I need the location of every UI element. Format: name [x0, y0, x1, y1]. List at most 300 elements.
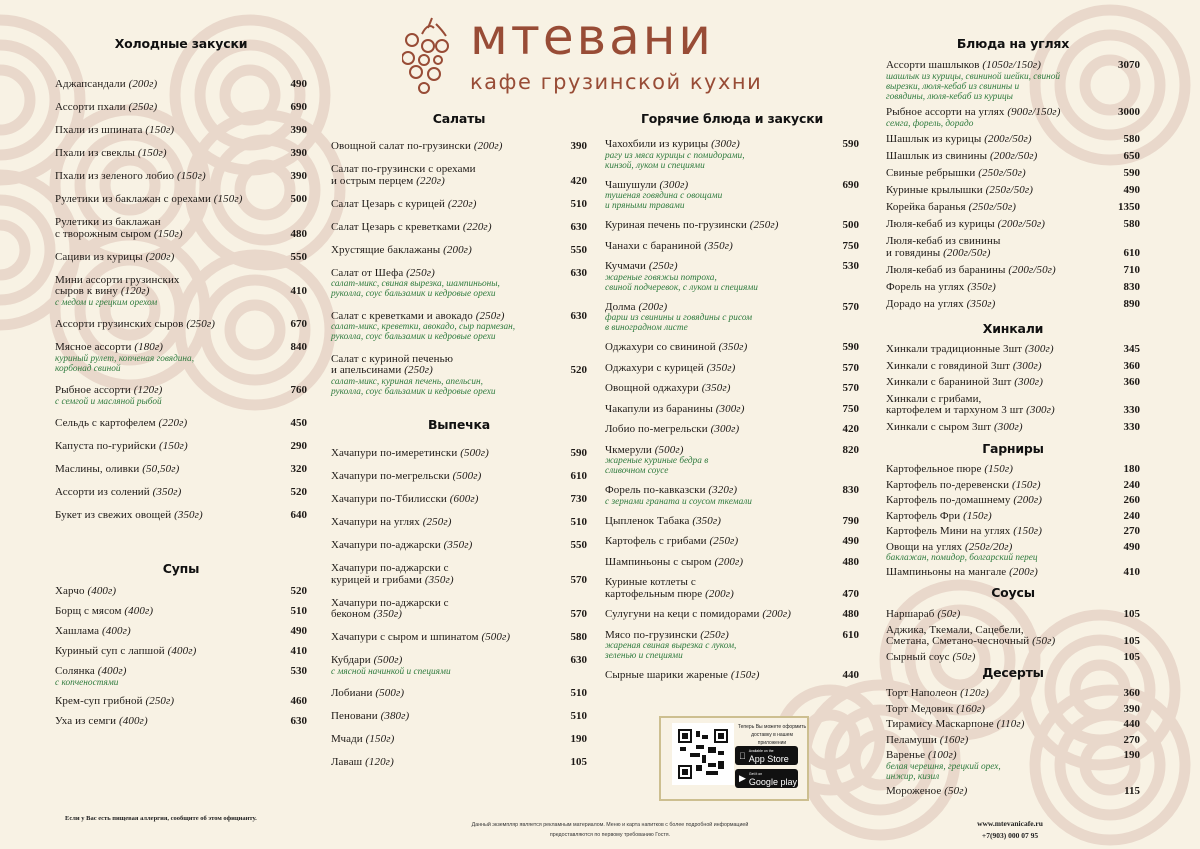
item-price: 530: [842, 260, 859, 272]
item-weight: (350г): [424, 573, 454, 586]
item-price: 570: [842, 300, 859, 313]
item-name-block: [886, 219, 1045, 231]
menu-item: [886, 526, 1140, 538]
item-name-block: [55, 464, 179, 476]
item-price: 550: [570, 539, 587, 551]
item-name: Лаваш: [331, 756, 363, 768]
section-title: Салаты: [432, 111, 486, 126]
item-description: куриный рулет, копченая говядина, корбонад свиной: [55, 353, 195, 374]
menu-section: [331, 417, 587, 780]
item-name: Хачапури по-имеретински: [331, 447, 458, 459]
item-weight: (150г): [963, 509, 992, 522]
item-name-block: [605, 445, 683, 457]
item-weight: (160г): [956, 702, 985, 715]
item-price: 190: [570, 733, 587, 745]
google-play-label: Google play: [748, 776, 797, 787]
item-weight: (150г): [1013, 525, 1042, 537]
item-name: Картофель с грибами: [605, 535, 707, 547]
item-name-block: [605, 139, 740, 151]
item-price: 105: [1123, 650, 1140, 663]
menu-item: [55, 171, 307, 183]
google-play-button[interactable]: [735, 769, 798, 788]
item-name-block: [331, 655, 402, 667]
item-weight: (150г): [177, 170, 206, 182]
item-name: Картофель по-домашнему: [886, 494, 1011, 506]
item-name: Оджахури со свининой: [605, 341, 716, 353]
menu-item: [886, 480, 1140, 492]
section-title: Соусы: [991, 585, 1035, 600]
item-name-block: [605, 630, 729, 642]
item-weight: (350г): [704, 239, 733, 252]
item-weight: (300г): [711, 138, 740, 150]
item-name-block: [605, 363, 735, 375]
allergy-notice: Если у Вас есть пищевая аллергия, сообщите об этом официанту.: [65, 815, 257, 822]
item-name: Куриные котлеты с картофельным пюре: [605, 576, 703, 600]
item-price: 590: [570, 447, 587, 459]
item-weight: (250г): [186, 318, 216, 330]
item-name-block: [886, 688, 989, 700]
menu-item: [605, 445, 859, 477]
menu-item: [55, 102, 307, 114]
menu-item: [331, 598, 587, 621]
item-price: 630: [570, 220, 587, 233]
item-description: с мясной начинкой и специями: [331, 666, 451, 677]
item-weight: (350г): [443, 539, 473, 551]
item-name: Харчо: [55, 585, 85, 597]
item-price: 270: [1123, 525, 1140, 537]
item-weight: (250г/50г): [985, 184, 1034, 196]
item-name: Сулугуни на кеци с помидорами: [605, 608, 760, 620]
item-weight: (300г): [659, 178, 689, 191]
menu-item: [55, 342, 307, 374]
item-weight: (350г): [966, 297, 996, 310]
item-name: Картофельное пюре: [886, 463, 982, 475]
menu-item: [886, 60, 1140, 102]
item-description: с зернами граната и соусом ткемали: [605, 496, 752, 507]
item-name-block: [886, 719, 1024, 731]
item-name-block: [605, 302, 667, 314]
item-name-block: [55, 102, 157, 114]
section-title: Горячие блюда и закуски: [640, 111, 824, 126]
item-weight: (150г): [137, 147, 167, 159]
item-price: 460: [290, 695, 307, 707]
menu-item: [886, 377, 1140, 389]
item-price: 510: [570, 710, 587, 722]
item-name-block: [55, 194, 243, 206]
item-weight: (200г/50г): [984, 133, 1032, 145]
item-weight: (350г): [718, 341, 748, 353]
item-name: Крем-суп грибной: [55, 695, 143, 707]
item-weight: (250г): [404, 364, 433, 376]
item-name: Хинкали с говядиной 3шт: [886, 359, 1011, 372]
menu-item: [331, 245, 587, 257]
item-description: рагу из мяса курицы с помидорами, кинзой, луком и специями: [605, 150, 745, 171]
item-name-block: [55, 487, 181, 499]
menu-item: [331, 757, 587, 769]
item-name-block: [886, 299, 995, 311]
item-name-block: [886, 168, 1026, 180]
item-name: Люля-кебаб из баранины: [886, 263, 1006, 276]
item-price: 830: [1123, 280, 1140, 293]
item-price: 510: [570, 197, 587, 210]
item-description: тушеная говядина с овощами и пряными травами: [605, 191, 723, 211]
item-price: 520: [290, 486, 307, 498]
item-weight: (600г): [449, 493, 479, 505]
item-name-block: [886, 361, 1042, 373]
section-title: Блюда на углях: [956, 36, 1070, 51]
item-weight: (900г/150г): [1007, 106, 1061, 118]
item-name-block: [886, 236, 1001, 259]
item-name: Хачапури по-аджарски с беконом: [331, 596, 449, 620]
item-name: Картофель Мини на углях: [886, 525, 1011, 537]
item-name-block: [886, 609, 960, 621]
item-name-block: [55, 418, 187, 430]
item-weight: (400г): [97, 665, 127, 677]
menu-item: [605, 363, 859, 375]
grape-cluster-icon: [402, 16, 452, 96]
section-title: Холодные закуски: [114, 36, 248, 51]
item-weight: (250г): [422, 516, 452, 528]
item-weight: (50г): [937, 608, 961, 620]
item-price: 510: [290, 605, 307, 617]
item-price: 520: [570, 364, 587, 376]
item-name-block: [605, 424, 739, 436]
item-price: 345: [1123, 343, 1140, 355]
item-name-block: [331, 734, 394, 746]
item-name: Салат Цезарь с креветками: [331, 220, 463, 233]
section-title: Десерты: [982, 665, 1044, 680]
item-name-block: [331, 632, 510, 644]
item-weight: (150г): [365, 733, 395, 745]
item-name-block: [886, 107, 1060, 119]
item-name: Ассорти пхали: [55, 101, 126, 113]
item-name: Салат Цезарь с курицей: [331, 197, 445, 210]
item-price: 490: [1123, 184, 1140, 196]
item-name-block: [605, 404, 744, 416]
item-price: 670: [290, 318, 307, 330]
item-price: 470: [842, 587, 859, 600]
item-name: Хинкали с грибами, картофелем и тархуном 3 шт: [886, 392, 1024, 416]
item-name-block: [55, 275, 180, 298]
item-name: Чакапули из баранины: [605, 402, 713, 415]
item-name: Пеламуши: [886, 733, 937, 746]
item-name: Чахохбили из курицы: [605, 138, 709, 150]
app-store-label: App Store: [742, 753, 783, 764]
item-weight: (150г): [984, 463, 1014, 475]
menu-item: [886, 786, 1140, 798]
section-title: Гарниры: [982, 441, 1044, 456]
item-name: Сельдь с картофелем: [55, 417, 156, 429]
menu-item: [331, 311, 587, 343]
item-price: 750: [842, 402, 859, 415]
phone-number[interactable]: +7(903) 000 07 95: [981, 831, 1039, 840]
item-price: 630: [570, 266, 587, 279]
item-name: Хачапури по-аджарски с курицей и грибами: [331, 562, 449, 586]
item-price: 3000: [1118, 106, 1140, 118]
item-name: Наршараб: [886, 608, 935, 620]
item-weight: (200г): [714, 555, 744, 568]
item-price: 510: [570, 687, 587, 699]
item-weight: (100г): [927, 749, 957, 761]
item-name-block: [886, 377, 1043, 389]
item-price: 550: [570, 243, 587, 256]
item-weight: (300г): [715, 402, 745, 415]
item-name-block: [886, 394, 1055, 417]
item-price: 190: [1123, 749, 1140, 761]
item-name-block: [605, 670, 760, 682]
item-price: 410: [290, 645, 307, 657]
menu-item: [886, 625, 1140, 648]
menu-item: [331, 268, 587, 300]
item-name-block: [605, 383, 730, 395]
item-name: Рулетики из баклажан с орехами: [55, 193, 211, 205]
item-weight: (200г): [443, 243, 472, 256]
item-price: 105: [570, 756, 587, 768]
menu-item: [331, 711, 587, 723]
item-name-block: [55, 385, 162, 397]
menu-item: [605, 241, 859, 253]
item-name-block: [605, 261, 678, 273]
item-name-block: [886, 652, 976, 664]
item-name: Куриный суп с лапшой: [55, 645, 165, 657]
item-name-block: [331, 471, 481, 483]
item-name-block: [886, 185, 1033, 197]
item-description: жареная свиная вырезка с луком, зеленью и специями: [605, 641, 737, 661]
item-weight: (250г): [749, 219, 779, 231]
item-name: Букет из свежих овощей: [55, 509, 172, 521]
item-price: 290: [290, 440, 307, 452]
menu-item: [55, 418, 307, 430]
menu-item: [605, 485, 859, 507]
item-weight: (220г): [416, 174, 445, 187]
item-weight: (500г): [375, 687, 405, 699]
item-price: 580: [1123, 218, 1140, 230]
item-name: Пхали из свеклы: [55, 147, 136, 159]
apple-icon: [739, 751, 746, 761]
item-price: 890: [1123, 297, 1140, 310]
item-name-block: [331, 164, 476, 187]
item-name-block: [331, 711, 409, 723]
item-weight: (150г): [158, 440, 188, 452]
item-price: 390: [290, 170, 307, 182]
menu-item: [331, 199, 587, 211]
item-name: Рыбное ассорти: [55, 384, 131, 396]
item-price: 760: [290, 384, 307, 396]
item-name: Торт Наполеон: [886, 687, 958, 699]
item-name: Хачапури с сыром и шпинатом: [331, 631, 479, 643]
item-name: Маслины, оливки: [55, 463, 140, 475]
item-price: 820: [842, 443, 859, 456]
menu-item: [55, 319, 307, 331]
item-name: Аджика, Ткемали, Сацебели, Сметана, Сметано-чесночный: [886, 623, 1030, 647]
menu-item: [605, 424, 859, 436]
item-price: 730: [570, 493, 587, 505]
app-store-button[interactable]: [735, 746, 798, 765]
item-name: Свиные ребрышки: [886, 167, 976, 179]
item-name-block: [886, 511, 992, 523]
menu-item: [331, 734, 587, 746]
item-name: Салат от Шефа: [331, 266, 404, 279]
menu-item: [331, 141, 587, 153]
item-name-block: [55, 696, 174, 708]
menu-item: [886, 422, 1140, 434]
menu-item: [886, 735, 1140, 747]
item-price: 440: [842, 669, 859, 681]
item-weight: (250г/50г): [968, 201, 1017, 213]
menu-section: [886, 585, 1140, 667]
item-name: Хинкали с бараниной 3шт: [886, 376, 1012, 388]
item-weight: (1050г/150г): [982, 59, 1042, 71]
item-price: 640: [290, 509, 307, 521]
menu-item: [886, 168, 1140, 180]
app-promo-text: Теперь Вы можете оформить доставку в нашем приложении: [737, 724, 807, 746]
item-price: 650: [1123, 150, 1140, 162]
item-price: 520: [290, 585, 307, 597]
brand-subtitle: кафе грузинской кухни: [470, 70, 763, 94]
item-weight: (350г): [152, 486, 182, 498]
item-description: жареные говяжьи потроха, свиной подчеревок, с луком и специями: [605, 272, 758, 293]
qr-code[interactable]: [672, 723, 734, 785]
menu-item: [886, 652, 1140, 664]
item-name-block: [605, 485, 737, 497]
item-name-block: [55, 606, 153, 618]
menu-item: [55, 487, 307, 499]
item-name: Шашлык из свинины: [886, 150, 988, 162]
item-weight: (200г): [473, 140, 503, 152]
item-weight: (250г/50г): [978, 167, 1026, 179]
item-name: Хачапури по-аджарски: [331, 539, 441, 551]
menu-item: [886, 495, 1140, 507]
item-price: 420: [570, 174, 587, 187]
menu-item: [605, 342, 859, 354]
menu-item: [55, 510, 307, 522]
item-name: Тирамису Маскарпоне: [886, 718, 994, 730]
item-name-block: [55, 586, 116, 598]
item-price: 480: [842, 555, 859, 568]
menu-item: [886, 344, 1140, 356]
menu-item: [331, 688, 587, 700]
menu-item: [331, 354, 587, 397]
item-name: Рыбное ассорти на углях: [886, 106, 1005, 118]
item-price: 270: [1123, 733, 1140, 746]
item-weight: (300г): [1024, 343, 1054, 355]
item-description: с копченостями: [55, 677, 119, 688]
item-price: 690: [842, 178, 859, 191]
item-name: Торт Медовик: [886, 702, 954, 715]
menu-item: [55, 125, 307, 137]
item-weight: (160г): [939, 733, 969, 746]
item-weight: (220г): [462, 220, 492, 233]
item-name-block: [55, 510, 203, 522]
item-name-block: [331, 141, 503, 153]
menu-section: [886, 321, 1140, 438]
item-price: 480: [290, 227, 307, 240]
menu-item: [605, 220, 859, 232]
menu-item: [55, 385, 307, 407]
item-weight: (150г): [730, 669, 760, 681]
section-title: Выпечка: [427, 417, 491, 432]
item-weight: (350г): [701, 382, 731, 394]
menu-item: [886, 704, 1140, 716]
item-name-block: [886, 422, 1023, 434]
item-price: 690: [290, 101, 307, 113]
item-name-block: [605, 577, 734, 600]
item-weight: (220г): [158, 417, 188, 429]
item-name: Уха из семги: [55, 715, 117, 727]
play-icon: ▶: [739, 773, 746, 783]
menu-item: [886, 299, 1140, 311]
item-name: Хачапури на углях: [331, 516, 420, 528]
item-name-block: [331, 199, 477, 211]
item-name: Форель по-кавказски: [605, 484, 706, 496]
item-name: Варенье: [886, 749, 926, 761]
item-name-block: [605, 180, 688, 192]
item-name-block: [886, 786, 967, 798]
item-name: Оджахури с курицей: [605, 361, 704, 374]
menu-item: [55, 441, 307, 453]
item-price: 330: [1123, 420, 1140, 433]
menu-item: [605, 536, 859, 548]
item-price: 1350: [1118, 201, 1140, 213]
menu-item: [331, 494, 587, 506]
item-price: 590: [842, 138, 859, 150]
item-weight: (380г): [380, 710, 410, 722]
item-description: салат-микс, куриная печень, апельсин, руколла, соус бальзамик и кедровые орехи: [331, 376, 496, 397]
item-name: Люля-кебаб из курицы: [886, 218, 995, 230]
website-link[interactable]: www.mtevanicafe.ru: [977, 819, 1043, 828]
item-name: Кучмачи: [605, 260, 646, 272]
item-name: Куриная печень по-грузински: [605, 219, 747, 231]
item-name: Долма: [605, 300, 636, 313]
item-weight: (200г): [1013, 494, 1043, 506]
item-name-block: [886, 526, 1042, 538]
item-name-block: [886, 134, 1032, 146]
menu-item: [55, 148, 307, 160]
menu-section: [55, 36, 307, 533]
item-name: Шашлык из курицы: [886, 133, 982, 145]
item-price: 240: [1123, 509, 1140, 522]
item-price: 570: [842, 361, 859, 374]
item-name-block: [331, 688, 404, 700]
item-price: 180: [1123, 463, 1140, 475]
item-name-block: [331, 354, 453, 377]
menu-item: [55, 626, 307, 638]
disclaimer: Данный экземпляр является рекламным материалом. Меню и карта напитков с более подробной информацией предоставляются по первому требованию Гостя.: [471, 822, 749, 838]
item-name: Солянка: [55, 665, 95, 677]
item-weight: (150г): [1011, 478, 1041, 491]
item-weight: (250г): [145, 695, 175, 707]
section-title: Хинкали: [982, 321, 1044, 336]
item-name-block: [886, 704, 985, 716]
item-description: с семгой и масляной рыбой: [55, 396, 162, 407]
item-weight: (200г): [762, 608, 792, 620]
item-weight: (200г): [638, 300, 668, 313]
item-name: Ассорти из солений: [55, 486, 150, 498]
menu-section: [605, 111, 859, 691]
item-price: 750: [842, 239, 859, 252]
item-price: 420: [842, 423, 859, 435]
item-description: салат-микс, свиная вырезка, шампиньоны, руколла, соус бальзамик и кедровые орехи: [331, 279, 500, 299]
item-weight: (120г): [960, 687, 989, 699]
item-weight: (250г): [700, 628, 729, 641]
item-price: 830: [842, 484, 859, 496]
menu-item: [886, 219, 1140, 231]
item-price: 590: [842, 341, 859, 353]
item-name-block: [331, 222, 492, 234]
item-name-block: [605, 536, 738, 548]
item-price: 360: [1123, 376, 1140, 388]
item-name-block: [886, 265, 1056, 277]
